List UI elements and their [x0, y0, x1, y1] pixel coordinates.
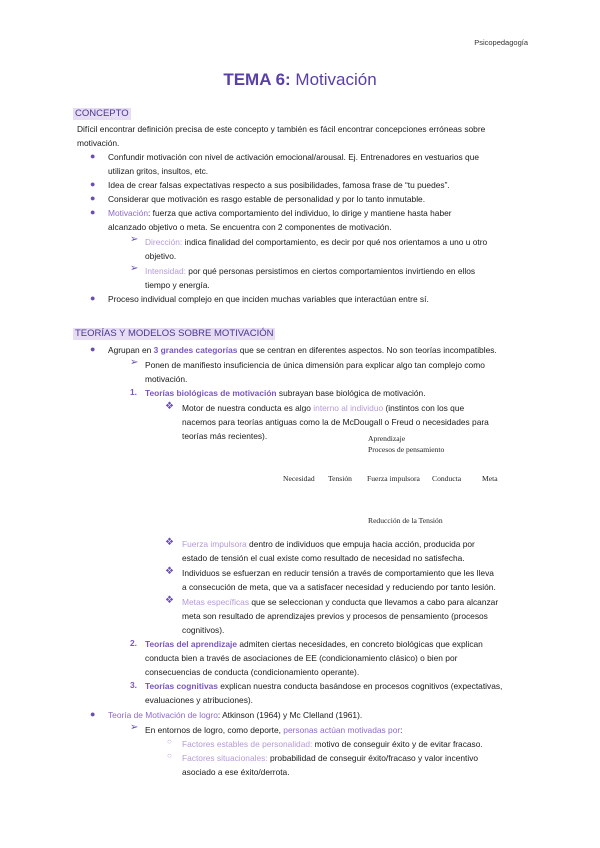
n1-text: subrayan base biológica de motivación.: [276, 388, 426, 398]
logro-sub-pre: En entornos de logro, como deporte,: [145, 725, 284, 735]
teorias-a1-sub-line1: Ponen de manifiesto insuficiencia de única dimensión para explicar algo tan complejo como: [145, 360, 485, 370]
diagram-item-conducta: Conducta: [432, 474, 462, 483]
concepto-b1-line2: utilizan gritos, insultos, etc.: [108, 166, 209, 176]
logro-sub-post: :: [400, 725, 403, 735]
teorias-a1: [108, 343, 497, 357]
number-3: 3.: [130, 680, 137, 690]
factor-estables: [182, 737, 483, 751]
diagram-top2: Procesos de pensamiento: [368, 445, 445, 454]
a1-pre: Agrupan en: [108, 345, 154, 355]
teorias-n2-line2: conducta bien a través de asociaciones de EE (condicionamiento clásico) o bien por: [145, 653, 458, 663]
n1-d3-line2: a consecución de meta, que va a satisfacer necesidad y reduciendo por tanto lesión.: [182, 582, 496, 592]
concepto-intro-line2: motivación.: [77, 138, 120, 148]
n1-d1-line2: nacemos para teorías antiguas como la de McDougall o Freud o necesidades para: [182, 417, 489, 427]
concepto-intro-line1: Difícil encontrar definición precisa de este concepto y también es fácil encontrar concepciones erróneas sobre: [77, 124, 486, 134]
teorias-logro-sub: [145, 723, 402, 737]
bullet-icon: ●: [90, 293, 96, 303]
page-title: [0, 70, 600, 90]
intensidad-label: Intensidad:: [145, 266, 186, 276]
factor-situacionales-line2: asociado a ese éxito/derrota.: [182, 767, 290, 777]
f1-text: motivo de conseguir éxito y de evitar fracaso.: [312, 739, 483, 749]
direccion-label: Dirección:: [145, 237, 183, 247]
arrow-icon: ➢: [130, 357, 139, 368]
n1-d1-post: (instintos con los que: [383, 403, 465, 413]
diagram-item-meta: Meta: [482, 474, 498, 483]
n3-label: Teorías cognitivas: [145, 681, 218, 691]
bullet-icon: ●: [90, 193, 96, 203]
n2-text: admiten ciertas necesidades, en concreto biológicas que explican: [237, 639, 483, 649]
section-heading-concepto: CONCEPTO: [75, 108, 129, 119]
motivacion-label: Motivación: [108, 208, 149, 218]
logro-text: : Atkinson (1964) y Mc Clelland (1961).: [217, 710, 363, 720]
section-heading-teorias: TEORÍAS Y MODELOS SOBRE MOTIVACIÓN: [75, 328, 274, 339]
n1-d2-line1: [182, 537, 475, 551]
n1-label: Teorías biológicas de motivación: [145, 388, 277, 398]
bullet-icon: ●: [90, 207, 96, 217]
bullet-icon: ●: [90, 179, 96, 189]
number-1: 1.: [130, 387, 137, 397]
motivacion-text: : fuerza que activa comportamiento del individuo, lo dirige y mantiene hasta haber: [148, 208, 452, 218]
intensidad-text: por qué personas persistimos en ciertos comportamientos invirtiendo en ellos: [185, 266, 476, 276]
n1-d4-highlight: Metas específicas: [182, 597, 250, 607]
n1-d1-line3: teorías más recientes).: [182, 431, 268, 441]
f2-text: probabilidad de conseguir éxito/fracaso y valor incentivo: [267, 753, 479, 763]
concepto-b4-line2: alcanzado objetivo o meta. Se encuentra con 2 componentes de motivación.: [108, 222, 392, 232]
logro-sub-highlight: personas actúan motivadas por: [283, 725, 401, 735]
diagram-item-tension: Tensión: [328, 474, 352, 483]
concepto-b5: Proceso individual complejo en que inciden muchas variables que interactúan entre sí.: [108, 294, 429, 304]
number-2: 2.: [130, 638, 137, 648]
n1-d2-line2: estado de tensión el cual existe como resultado de necesidad no satisfecha.: [182, 553, 465, 563]
diagram-top1: Aprendizaje: [368, 434, 406, 443]
arrow-icon: ➢: [130, 263, 139, 274]
concepto-b3: Considerar que motivación es rasgo estable de personalidad y por lo tanto inmutable.: [108, 194, 426, 204]
arrow-icon: ➢: [130, 234, 139, 245]
teorias-n1: [145, 386, 426, 400]
a1-highlight: 3 grandes categorías: [153, 345, 238, 355]
n1-d4-text: que se seleccionan y conducta que llevamos a cabo para alcanzar: [249, 597, 499, 607]
diagram-bottom: Reducción de la Tensión: [368, 516, 443, 525]
bullet-icon: ●: [90, 151, 96, 161]
concepto-b4-line1: [108, 206, 452, 220]
arrow-icon: ➢: [130, 722, 139, 733]
n1-d4-line3: cognitivos).: [182, 625, 225, 635]
n1-d1-highlight: interno al individuo: [313, 403, 384, 413]
concepto-s2-line1: [145, 264, 475, 278]
teorias-a1-sub-line2: motivación.: [145, 374, 188, 384]
page-header-subject: Psicopedagogía: [474, 38, 528, 47]
f1-label: Factores estables de personalidad:: [182, 739, 313, 749]
diagram-item-fuerza: Fuerza impulsora: [367, 474, 420, 483]
n1-d2-text: dentro de individuos que empuja hacia acción, producida por: [246, 539, 475, 549]
circle-icon: ○: [167, 737, 172, 746]
diamond-icon: ❖: [165, 401, 174, 412]
n1-d1-pre: Motor de nuestra conducta es algo: [182, 403, 314, 413]
direccion-text: indica finalidad del comportamiento, es decir por qué nos orientamos a uno u otro: [182, 237, 488, 247]
f2-label: Factores situacionales:: [182, 753, 268, 763]
n1-d4-line1: [182, 595, 498, 609]
n1-d4-line2: meta son resultado de aprendizajes previos y procesos de pensamiento (procesos: [182, 611, 488, 621]
title-part2: Motivación: [290, 70, 377, 89]
concepto-s1-line1: [145, 235, 487, 249]
concepto-s2-line2: tiempo y energía.: [145, 280, 210, 290]
circle-icon: ○: [167, 751, 172, 760]
n3-text: explican nuestra conducta basándose en procesos cognitivos (expectativas,: [217, 681, 503, 691]
teorias-logro: [108, 708, 362, 722]
n1-d2-highlight: Fuerza impulsora: [182, 539, 247, 549]
bullet-icon: ●: [90, 709, 96, 719]
diagram-item-necesidad: Necesidad: [283, 474, 315, 483]
concepto-s1-line2: objetivo.: [145, 251, 177, 261]
diamond-icon: ❖: [165, 566, 174, 577]
teorias-n3-line1: [145, 679, 502, 693]
teorias-n2-line1: [145, 637, 483, 651]
teorias-n3-line2: evaluaciones y atribuciones).: [145, 695, 254, 705]
n2-label: Teorías del aprendizaje: [145, 639, 238, 649]
title-part1: TEMA 6:: [223, 70, 291, 89]
bullet-icon: ●: [90, 344, 96, 354]
diamond-icon: ❖: [165, 537, 174, 548]
logro-label: Teoría de Motivación de logro: [108, 710, 218, 720]
a1-post: que se centran en diferentes aspectos. No son teorías incompatibles.: [237, 345, 497, 355]
teorias-n2-line3: consecuencias de conducta (condicionamiento operante).: [145, 667, 360, 677]
diamond-icon: ❖: [165, 595, 174, 606]
concepto-b2: Idea de crear falsas expectativas respecto a sus posibilidades, famosa frase de “tu puedes”.: [108, 180, 450, 190]
concepto-b1-line1: Confundir motivación con nivel de activación emocional/arousal. Ej. Entrenadores en vestuarios que: [108, 152, 480, 162]
factor-situacionales-line1: [182, 751, 478, 765]
n1-d1-line1: [182, 401, 464, 415]
n1-d3-line1: Individuos se esfuerzan en reducir tensión a través de comportamiento que les lleva: [182, 568, 494, 578]
